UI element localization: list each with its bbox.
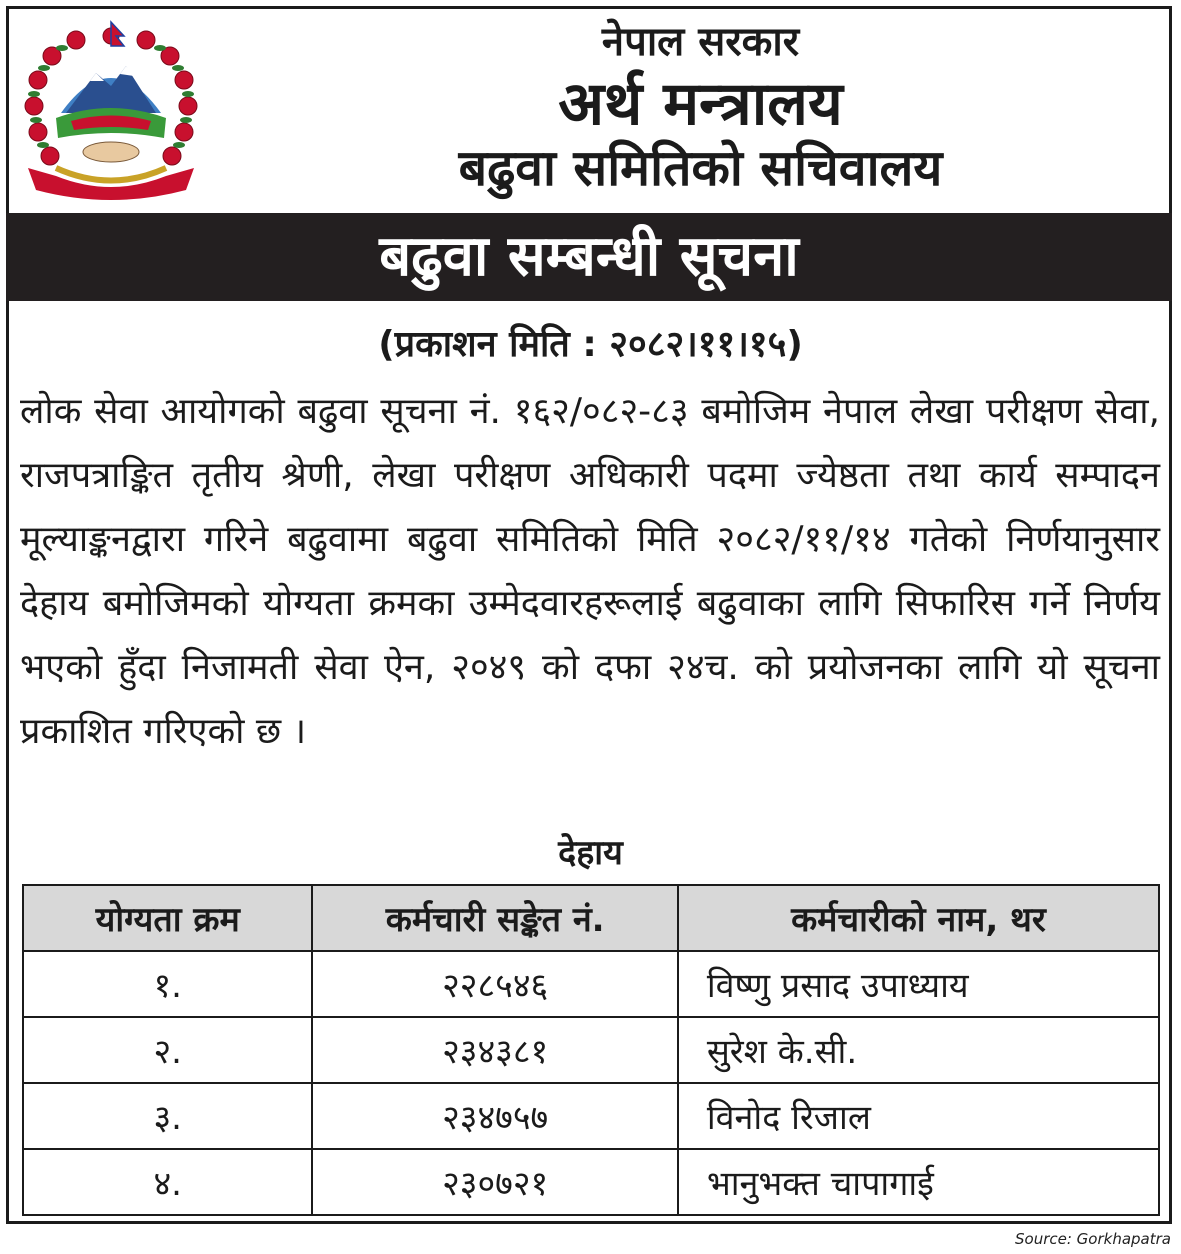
ministry-name: अर्थ मन्त्रालय [558,69,843,139]
notice-body: लोक सेवा आयोगको बढुवा सूचना नं. १६२/०८२-८३ बमोजिम नेपाल लेखा परीक्षण सेवा, राजपत्राङ्कित तृतीय श्रेणी, लेखा परीक्षण अधिकारी पदमा ज्येष्ठता तथा कार्य सम्पादन मूल्याङ्कनद्वारा गरिने बढुवामा बढुवा समितिको मिति २०८२/११/१४ गतेको निर्णयानुसार देहाय बमोजिमको योग्यता क्रमका उम्मेदवारहरूलाई बढुवाका लागि सिफारिस गर्ने निर्णय भएको हुँदा निजामती सेवा ऐन, २०४९ को दफा २४च. को प्रयोजनका लागि यो सूचना प्रकाशित गरिएको छ । [20,391,1160,752]
publication-date: (प्रकाशन मिति : २०८२।११।१५) [378,324,803,365]
promotion-table [22,884,1160,1216]
table-caption: देहाय [558,833,623,873]
secretariat-name: बढुवा समितिको सचिवालय [458,139,943,197]
table-header-row [23,885,1159,951]
table-row [23,1083,1159,1149]
employee-name-cell: सुरेश के.सी. [678,1017,1159,1083]
merit-order-cell: ४. [23,1149,312,1215]
header-merit-order: योग्यता क्रम [23,885,312,951]
government-name: नेपाल सरकार [601,19,800,65]
source-credit: Source: Gorkhapatra [1015,1230,1171,1248]
table-row [23,1017,1159,1083]
employee-name-cell: भानुभक्त चापागाई [678,1149,1159,1215]
merit-order-cell: १. [23,951,312,1017]
table-row [23,1149,1159,1215]
notice-title-banner: बढुवा सम्बन्धी सूचना [6,213,1172,301]
merit-order-cell: २. [23,1017,312,1083]
employee-code-cell: २३४३८१ [312,1017,677,1083]
employee-code-cell: २३०७२१ [312,1149,677,1215]
employee-name-cell: विष्णु प्रसाद उपाध्याय [678,951,1159,1017]
header-employee-code: कर्मचारी सङ्केत नं. [312,885,677,951]
table-row [23,951,1159,1017]
merit-order-cell: ३. [23,1083,312,1149]
employee-name-cell: विनोद रिजाल [678,1083,1159,1149]
employee-code-cell: २२८५४६ [312,951,677,1017]
nepal-emblem-icon [16,18,206,206]
header-employee-name: कर्मचारीको नाम, थर [678,885,1159,951]
employee-code-cell: २३४७५७ [312,1083,677,1149]
